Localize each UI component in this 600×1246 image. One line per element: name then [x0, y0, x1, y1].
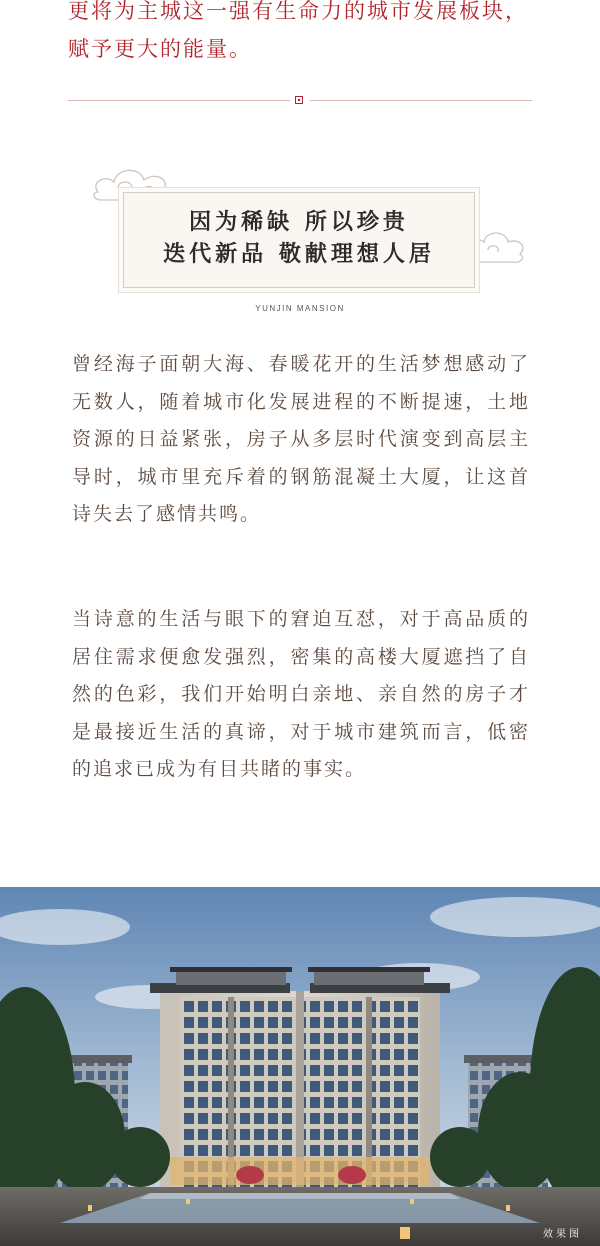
paragraph-1: 曾经海子面朝大海、春暖花开的生活梦想感动了无数人，随着城市化发展进程的不断提速，土地资源的日益紧张，房子从多层时代演变到高层主导时，城市里充斥着的钢筋混凝土大厦，让这首诗失去了感情共鸣。 [72, 353, 530, 525]
slogan-line-1: 因为稀缺 所以珍贵 [189, 209, 409, 235]
building-rendering-image [0, 887, 600, 1246]
slogan-line-2: 迭代新品 敬献理想人居 [163, 241, 435, 267]
rendering-caption: 效果图 [543, 1229, 582, 1240]
divider-ornament-icon [295, 96, 303, 104]
intro-line-2: 赋予更大的能量。 [68, 37, 252, 61]
brand-name: YUNJIN MANSION [255, 304, 345, 313]
slogan-card [123, 192, 475, 288]
intro-text [68, 0, 538, 68]
intro-line-1: 更将为主城这一强有生命力的城市发展板块， [68, 0, 528, 23]
paragraph-2: 当诗意的生活与眼下的窘迫互怼，对于高品质的居住需求便愈发强烈，密集的高楼大厦遮挡了自然的色彩，我们开始明白亲地、亲自然的房子才是最接近生活的真谛，对于城市建筑而言，低密的追求已成为有目共睹的事实。 [72, 608, 530, 780]
section-divider [68, 100, 532, 102]
